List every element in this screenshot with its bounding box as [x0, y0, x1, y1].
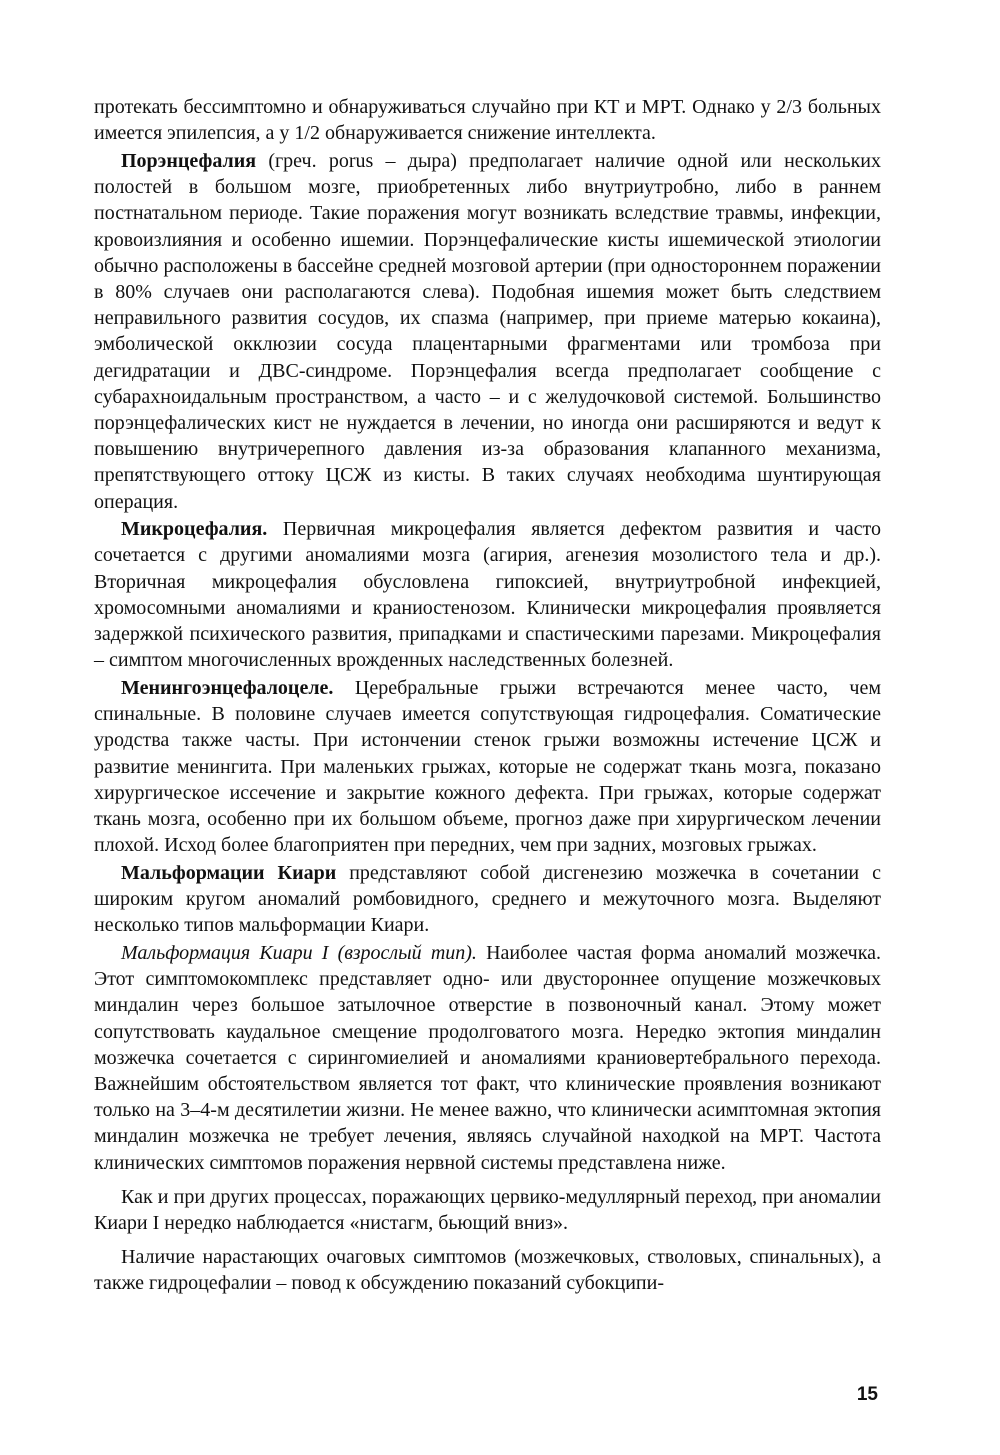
term-microcephaly: Микроцефалия. [121, 518, 268, 541]
page-number: 15 [856, 1384, 878, 1405]
paragraph-text: Как и при других процессах, поражающих цервико-медуллярный переход, при аномалии Киари I нередко наблюдается «нистагм, бьющий вниз». [94, 1185, 881, 1235]
paragraph-text: (греч. porus – дыра) предполагает наличие одной или нескольких полостей в большом мозге, приобретенных либо внутриутробно, либо в раннем постнатальном периоде. Такие поражения могут возникать вследствие травмы, инфекции, кровоизлияния и особенно ишемии. Порэнцефалические кисты ишемической этиологии обычно расположены в бассейне средней мозговой артерии (при одностороннем поражении в 80% случаев они располагаются слева). Подобная ишемия может быть следствием неправильного развития сосудов, их спазма (например, при приеме матерью кокаина), эмболической окклюзии сосуда плацентарными фрагментами или тромбоза при дегидратации и ДВС-синдроме. Порэнцефалия всегда предполагает сообщение с субарахноидальным пространством, а часто – и с желудочковой системой. Большинство порэнцефалических кист не нуждается в лечении, но иногда они расширяются и ведут к повышению внутричерепного давления из-за образования клапанного механизма, препятствующего оттоку ЦСЖ из кисты. В таких случаях необходима шунтирующая операция. [94, 149, 881, 513]
paragraph-continuation [94, 94, 881, 146]
paragraph-text: Наличие нарастающих очаговых симптомов (мозжечковых, стволовых, спинальных), а также гидроцефалии – повод к обсуждению показаний субокципи- [94, 1246, 881, 1295]
page-body [94, 94, 881, 1298]
paragraph-meningoencephalocele [94, 675, 881, 858]
paragraph-text: Первичная микроцефалия является дефектом развития и часто сочетается с другими аномалиями мозга (агирия, агенезия мозолистого тела и др.). Вторичная микроцефалия обусловлена гипоксией, внутриутробной инфекцией, хромосомными аномалиями и краниостенозом. Клинически микроцефалия проявляется задержкой психического развития, припадками и спастическими парезами. Микроцефалия – симптом многочисленных врожденных наследственных болезней. [94, 518, 881, 672]
paragraph-text: протекать бессимптомно и обнаруживаться случайно при КТ и МРТ. Однако у 2/3 больных имеется эпилепсия, а у 1/2 обнаруживается снижение интеллекта. [94, 96, 881, 145]
term-meningoencephalocele: Менингоэнцефалоцеле. [121, 676, 334, 699]
term-porencephaly: Порэнцефалия [121, 149, 257, 172]
paragraph-chiari-malformations [94, 860, 881, 939]
paragraph-text: представляют собой дисгенезию мозжечка в сочетании с широким кругом аномалий ромбовидного, среднего и межуточного мозга. Выделяют несколько типов мальформации Киари. [94, 861, 881, 937]
paragraph-microcephaly [94, 516, 881, 673]
paragraph-focal-symptoms [94, 1244, 881, 1296]
paragraph-chiari-type-1 [94, 940, 881, 1176]
term-chiari-type-1: Мальформация Киари I (взрослый тип). [121, 942, 477, 964]
term-chiari-malformations: Мальформации Киари [121, 861, 337, 884]
paragraph-porencephaly [94, 148, 881, 515]
paragraph-text: Наиболее частая форма аномалий мозжечка. Этот симптомокомплекс представляет одно- или двустороннее опущение мозжечковых миндалин через большое затылочное отверстие в позвоночный канал. Этому может сопутствовать каудальное смещение продолговатого мозга. Нередко эктопия миндалин мозжечка сочетается с сирингомиелией и аномалиями краниовертебрального перехода. Важнейшим обстоятельством является тот факт, что клинические проявления возникают только на 3–4-м десятилетии жизни. Не менее важно, что клинически асимптомная эктопия миндалин мозжечка не требует лечения, являясь случайной находкой на МРТ. Частота клинических симптомов поражения нервной системы представлена ниже. [94, 942, 881, 1174]
paragraph-nystagmus [94, 1184, 881, 1236]
paragraph-text: Церебральные грыжи встречаются менее часто, чем спинальные. В половине случаев имеется сопутствующая гидроцефалия. Соматические уродства также часты. При истончении стенок грыжи возможны истечение ЦСЖ и развитие менингита. При маленьких грыжах, которые не содержат ткань мозга, показано хирургическое иссечение и закрытие кожного дефекта. При грыжах, которые содержат ткань мозга, особенно при их большом объеме, прогноз даже при хирургическом лечении плохой. Исход более благоприятен при передних, чем при задних, мозговых грыжах. [94, 676, 881, 857]
